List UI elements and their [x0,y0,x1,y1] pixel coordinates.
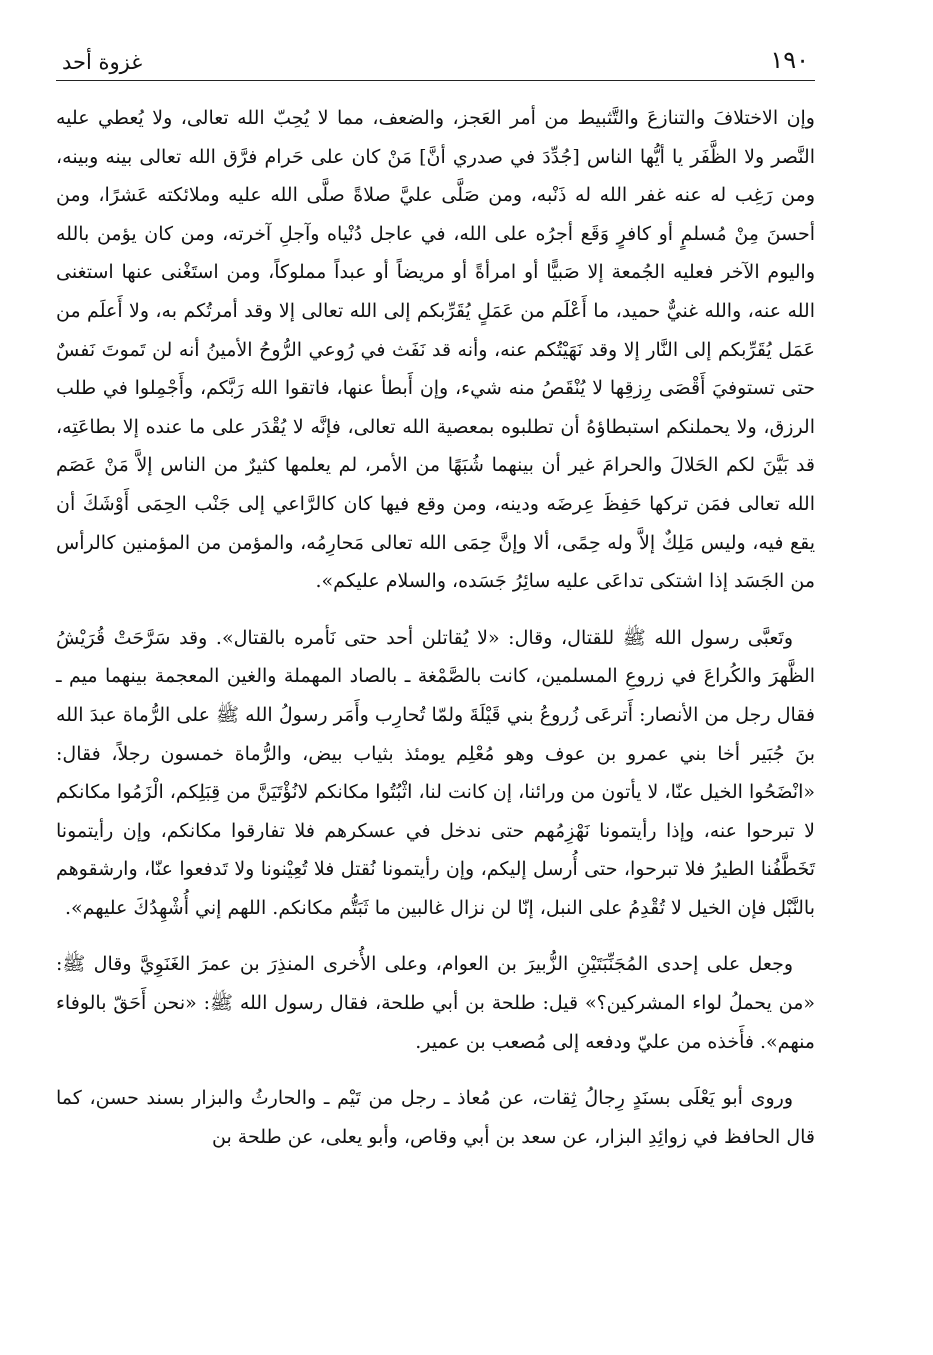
page-header [56,30,815,81]
paragraph-battle-preparation: وتَعبَّى رسول الله ﷺ للقتال، وقال: «لا يُقاتلن أحد حتى نَأمره بالقتال». وقد سَرَّحَتْ قُرَيْشُ الظَّهرَ والكُراعَ في زروعِ المسلمين، كانت بالصَّمْغة ـ بالصاد المهملة والغين المعجمة بينهما ميم ـ فقال رجل من الأنصار: أَترعَى زُروعُ بني قَيْلَةَ ولمّا تُحارِب وأَمَر رسولُ الله ﷺ على الرُّماة عبدَ الله بنَ جُبَير أخا بني عمرو بن عوف وهو مُعْلِم يومئذ بثياب بيض، والرُّماة خمسون رجلاً، فقال: «انْضَحُوا الخيل عنّا، لا يأتون من ورائنا، إن كانت لنا، اثْبُتُوا مكانكم لانُؤْتَيَنَّ من قِبَلِكم، الْزَمُوا مكانكم لا تبرحوا عنه، وإذا رأيتمونا نَهْزِمُهم حتى ندخل في عسكرهم فلا تفارقوا مكانكم، وإن رأيتمونا تَخَطَّفُنا الطيرُ فلا تبرحوا، حتى أُرسل إليكم، وإن رأيتمونا نُقتل فلا تُعِيْنونا ولا تَدفعوا عنّا، وارشقوهم بالنَّبْل فإن الخيل لا تُقْدِمُ على النبل، إنّا لن نزال غالبين ما ثَبَتُّم مكانكم. اللهم إني أُشْهِدُكَ عليهم». [56,626,815,919]
paragraph-sermon: وإن الاختلافَ والتنازعَ والتَّثبيط من أمر العَجز، والضعف، مما لا يُحِبّ الله تعالى، ولا يُعطي عليه النَّصر ولا الظَّفَر يا أيُّها الناس [جُدِّدَ في صدري أنَّ] مَنْ كان على حَرام فرَّق الله تعالى بينه وبينه، ومن رَغِب له عنه غفر الله له ذَنْبه، ومن صَلَّى عليَّ صلاةً صلَّى الله عليه وملائكته عَشرًا، ومن أحسنَ مِنْ مُسلمٍ أو كافرٍ وَقَع أجرُه على الله، في عاجل دُنْياه وآجلِ آخرته، ومن كان يؤمن بالله واليوم الآخر فعليه الجُمعة إلا صَبيًّا أو امرأةً أو مريضاً أو عبداً مملوكاً، ومن استَغْنى عنها استغنى الله عنه، والله غنيٌّ حميد، ما أَعْلَم من عَمَلٍ يُقَرِّبكم إلى الله تعالى إلا وقد أمرتُكم به، ولا أَعلَم من عَمَل يُقَرِّبكم إلى النَّار إلا وقد نَهَيْتُكم عنه، وأنه قد نَفَث في رُوعي الرُّوحُ الأمينُ أنه لن تَموتَ نَفسٌ حتى تستوفيَ أَقْصَى رِزقِها لا يُنْقَصُ منه شيء، وإن أَبطأ عنها، فاتقوا الله رَبَّكم، وأَجْمِلوا في طلب الرزق، ولا يحملنكم استبطاؤهُ أن تطلبوه بمعصية الله تعالى، فإنَّه لا يُقْدَر على ما عنده إلا بطاعَتِه، قد بَيَّنَ لكم الحَلالَ والحرامَ غير أن بينهما شُبَهًا من الأمر، لم يعلمها كثيرٌ من الناس إلاَّ مَنْ عَصَم الله تعالى فمَن تركها حَفِظَ عِرضَه ودينه، ومن وقع فيها كان كالرَّاعي إلى جَنْب الحِمَى أَوْشَكَ أن يقع فيه، وليس مَلِكٌ إلاَّ وله حِمًى، ألا وإنَّ حِمَى الله تعالى مَحارِمُه، والمؤمن من المؤمنين كالرأس من الجَسَد إذا اشتكى تداعَى عليه سائِرُ جَسَده، والسلام عليكم». [56,107,815,593]
running-title: غزوة أحد [62,50,143,74]
paragraph-wings-and-banner: وجعل على إحدى المُجَنِّبَتَيْنِ الزُّبيرَ بن العوام، وعلى الأُخرى المنذِرَ بن عمرَ الغَنَوِيَّ وقال ﷺ: «من يحملُ لواء المشركين؟» قيل: طلحة بن أبي طلحة، فقال رسول الله ﷺ: «نحن أَحَقّ بالوفاء منهم». فأَخذه من عليّ ودفعه إلى مُصعب بن عمير. [56,953,815,1053]
paragraph-narration: وروى أبو يَعْلَى بسنَدٍ رِجالُ ثِقات، عن مُعاذ ـ رجل من تَيْم ـ والحارثُ والبزار بسند حسن، كما قال الحافظ في زوائِدِ البزار، عن سعد بن أبي وقاص، وأبو يعلى، عن طلحة بن [56,1087,815,1148]
page-body [56,99,815,1156]
page-number: ١٩٠ [770,46,809,74]
